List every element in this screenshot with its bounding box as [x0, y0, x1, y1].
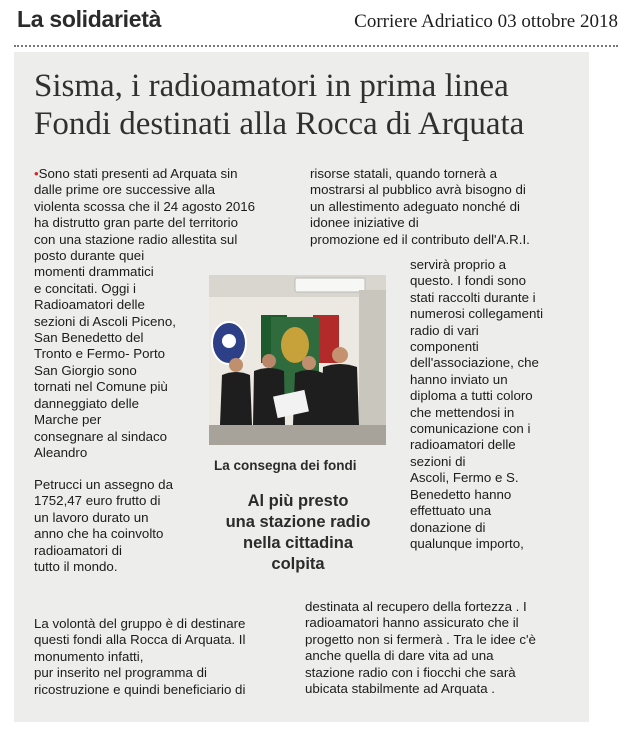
- text-line: risorse statali, quando tornerà a: [310, 166, 498, 181]
- text-line: anno che ha coinvolto: [34, 526, 164, 542]
- pull-quote-line: Al più presto: [247, 492, 349, 510]
- text-line: Tronto e Fermo- Porto: [34, 346, 166, 362]
- text-line: comunicazione con i: [410, 421, 531, 437]
- text-line: radioamatori hanno assicurato che il: [305, 615, 519, 631]
- article-column-2-middle: [410, 257, 580, 552]
- text-line: un allestimento adeguato nonché di: [310, 198, 520, 214]
- text-line: donazione di: [410, 519, 486, 535]
- text-line: Marche per: [34, 412, 102, 428]
- text-line: stazione radio con i fiocchi che sarà: [305, 664, 516, 680]
- newspaper-source-date: Corriere Adriatico 03 ottobre 2018: [354, 11, 618, 32]
- text-line: numerosi collegamenti: [410, 306, 544, 322]
- text-line: posto durante quei: [34, 248, 145, 264]
- text-line: violenta scossa che il 24 agosto 2016: [34, 198, 256, 214]
- text-line: Benedetto hanno: [410, 486, 512, 502]
- text-line: monumento infatti,: [34, 648, 144, 664]
- section-title: La solidarietà: [17, 6, 162, 32]
- text-line: pur inserito nel programma di: [34, 665, 207, 681]
- text-line: consegnare al sindaco: [34, 428, 168, 444]
- text-line: mostrarsi al pubblico avrà bisogno di: [310, 182, 526, 198]
- article-column-2-bottom: [305, 599, 580, 697]
- text-line: Petrucci un assegno da: [34, 477, 173, 492]
- headline-line-1: Sisma, i radioamatori in prima linea: [34, 68, 509, 104]
- text-line: tutto il mondo.: [34, 559, 118, 575]
- text-line: sezioni di: [410, 453, 466, 469]
- pull-quote: [205, 491, 391, 575]
- text-line: radioamatori di: [34, 542, 122, 558]
- text-line: radio di vari: [410, 322, 479, 338]
- text-line: tornati nel Comune più: [34, 379, 168, 395]
- text-line: Ascoli, Fermo e S.: [410, 470, 519, 486]
- text-line: destinata al recupero della fortezza . I: [305, 599, 527, 614]
- text-line: diploma a tutti coloro: [410, 388, 533, 404]
- text-line: •Sono stati presenti ad Arquata sin: [34, 166, 238, 181]
- text-line: progetto non si fermerà . Tra le idee c'è: [305, 631, 536, 647]
- article-column-1-bottom: [34, 616, 290, 698]
- red-bullet-icon: •: [34, 166, 39, 181]
- text-line: dalle prime ore successive alla: [34, 182, 216, 198]
- text-line: un lavoro durato un: [34, 509, 149, 525]
- text-line: effettuato una: [410, 503, 492, 519]
- text-line: stati raccolti durante i: [410, 289, 536, 305]
- text-line: sezioni di Ascoli Piceno,: [34, 313, 176, 329]
- photo-caption: La consegna dei fondi: [214, 458, 357, 473]
- text-line: idonee iniziative di: [310, 215, 419, 231]
- text-line: ubicata stabilmente ad Arquata .: [305, 681, 495, 697]
- text-line: promozione ed il contributo dell'A.R.I.: [310, 231, 530, 247]
- article-column-2-top: [310, 166, 580, 248]
- article-column-1-middle: [34, 477, 204, 575]
- pull-quote-line: nella cittadina: [242, 534, 354, 552]
- text-line: Aleandro: [34, 444, 88, 460]
- text-line: dell'associazione, che: [410, 355, 539, 371]
- pull-quote-line: colpita: [271, 555, 325, 573]
- text-line: componenti: [410, 339, 479, 355]
- dotted-divider: [14, 45, 618, 47]
- text-line: questi fondi alla Rocca di Arquata. Il: [34, 632, 246, 648]
- text-line: ha distrutto gran parte del territorio: [34, 215, 238, 231]
- text-line: San Giorgio sono: [34, 362, 137, 378]
- text-line: ricostruzione e quindi beneficiario di: [34, 681, 246, 697]
- text-line: Radioamatori delle: [34, 297, 145, 313]
- text-line: qualunque importo,: [410, 535, 524, 551]
- text-line: 1752,47 euro frutto di: [34, 493, 161, 509]
- text-line: servirà proprio a: [410, 257, 507, 272]
- text-line: radioamatori delle: [410, 437, 516, 453]
- text-line: che mettendosi in: [410, 404, 515, 420]
- text-line: La volontà del gruppo è di destinare: [34, 616, 246, 631]
- text-line: anche quella di dare vita ad una: [305, 648, 494, 664]
- pull-quote-line: una stazione radio: [225, 513, 371, 531]
- text-line: momenti drammatici: [34, 264, 154, 280]
- text-line: danneggiato delle: [34, 395, 139, 411]
- text-line: San Benedetto del: [34, 330, 144, 346]
- text-line: questo. I fondi sono: [410, 273, 527, 289]
- text-line: e concitati. Oggi i: [34, 280, 136, 296]
- text-line: hanno inviato un: [410, 371, 508, 387]
- headline-line-2: Fondi destinati alla Rocca di Arquata: [34, 106, 525, 142]
- article-photo: [209, 275, 386, 445]
- text-line: con una stazione radio allestita sul: [34, 231, 238, 247]
